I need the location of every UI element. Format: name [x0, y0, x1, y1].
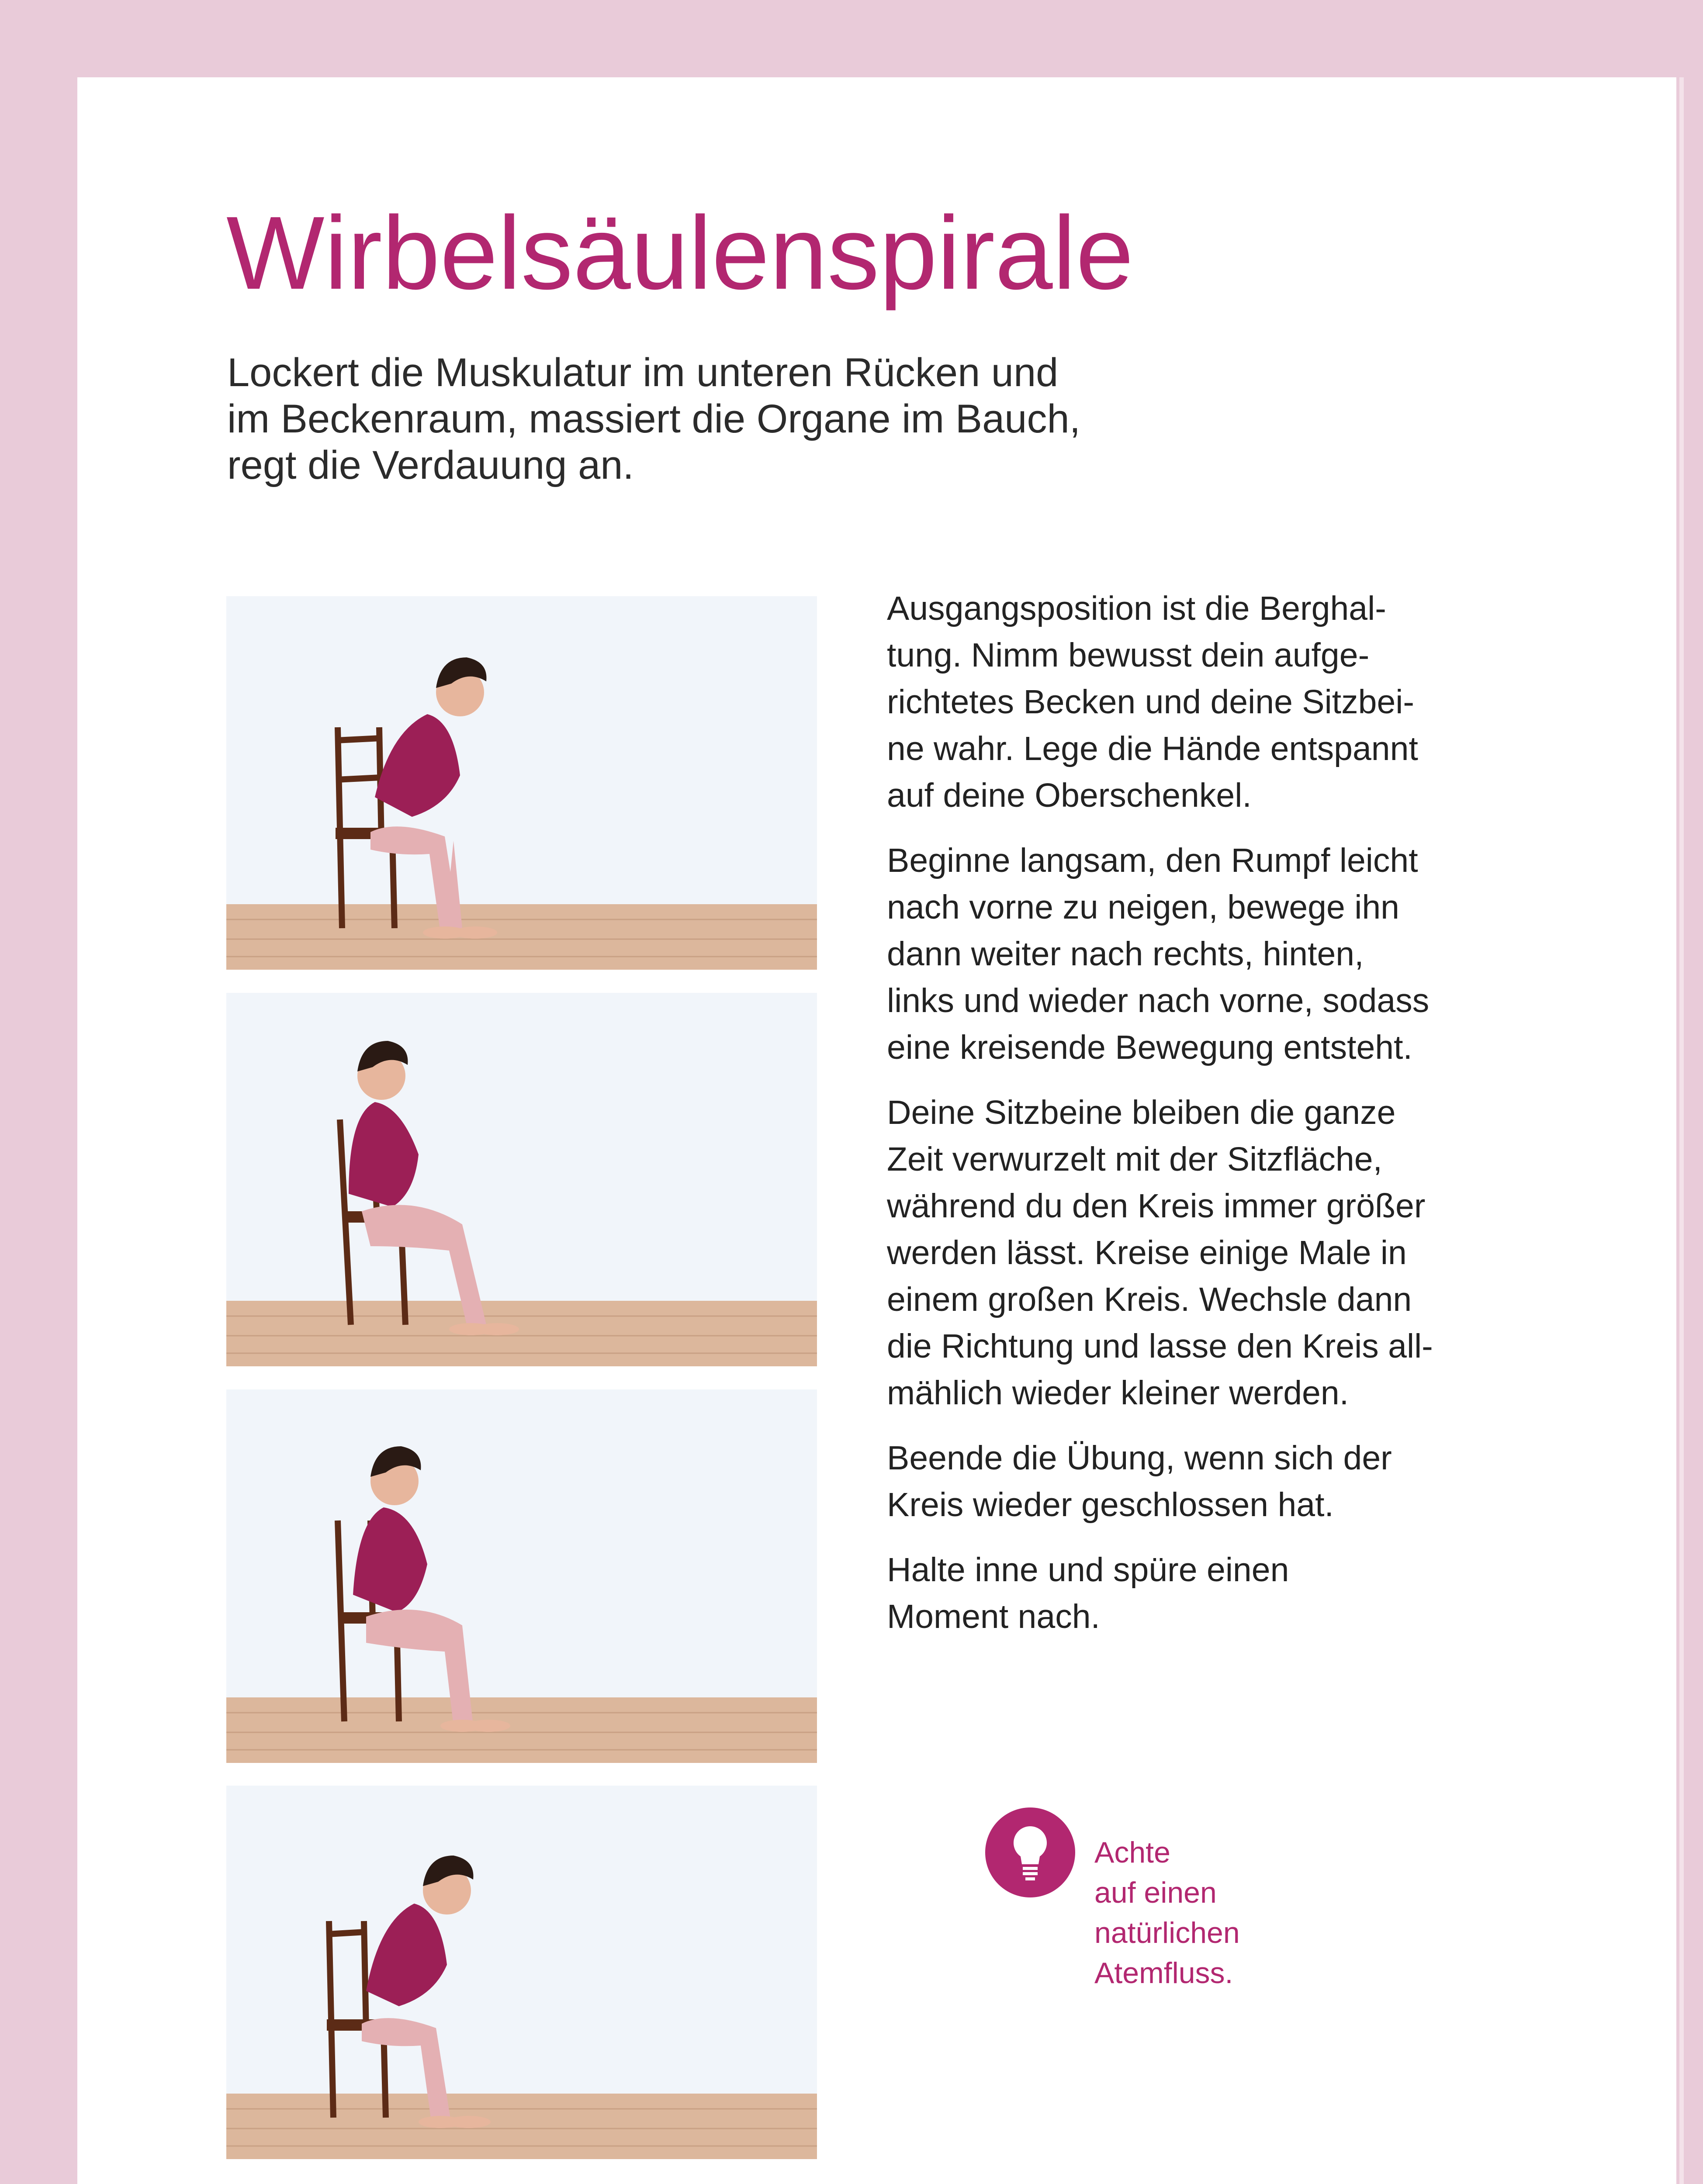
- intro-line: Lockert die Muskulatur im unteren Rücken und: [227, 350, 1059, 395]
- page-title: Wirbelsäulenspirale: [226, 195, 1134, 311]
- text-line: Moment nach.: [887, 1598, 1100, 1635]
- text-line: Deine Sitzbeine bleiben die ganze: [887, 1094, 1396, 1131]
- tip-line: Atemfluss.: [1094, 1956, 1233, 1990]
- instructions: [887, 585, 1499, 1659]
- tip-line: auf einen: [1094, 1876, 1217, 1909]
- text-line: Zeit verwurzelt mit der Sitzfläche,: [887, 1140, 1382, 1178]
- tip-line: Achte: [1094, 1836, 1170, 1869]
- text-line: Ausgangsposition ist die Berghal-: [887, 590, 1386, 627]
- instruction-paragraph: [887, 1435, 1499, 1528]
- text-line: Beginne langsam, den Rumpf leicht: [887, 842, 1418, 879]
- text-line: einem großen Kreis. Wechsle dann: [887, 1281, 1412, 1318]
- instruction-paragraph: [887, 585, 1499, 819]
- text-line: Kreis wieder geschlossen hat.: [887, 1486, 1334, 1524]
- text-line: auf deine Oberschenkel.: [887, 777, 1252, 814]
- text-line: ne wahr. Lege die Hände entspannt: [887, 730, 1418, 767]
- text-line: mählich wieder kleiner werden.: [887, 1374, 1349, 1412]
- exercise-photo-1: [226, 596, 817, 970]
- intro-text: [227, 349, 1254, 488]
- exercise-photo-4: [226, 1786, 817, 2159]
- text-line: Halte inne und spüre einen: [887, 1551, 1289, 1589]
- text-line: werden lässt. Kreise einige Male in: [887, 1234, 1407, 1272]
- intro-line: regt die Verdauung an.: [227, 443, 634, 487]
- text-line: während du den Kreis immer größer: [887, 1187, 1426, 1225]
- page-edge-rule: [1679, 77, 1684, 2184]
- intro-line: im Beckenraum, massiert die Organe im Bauch,: [227, 397, 1081, 441]
- text-line: die Richtung und lasse den Kreis all-: [887, 1327, 1433, 1365]
- instruction-paragraph: [887, 1089, 1499, 1417]
- text-line: eine kreisende Bewegung entsteht.: [887, 1029, 1412, 1066]
- text-line: tung. Nimm bewusst dein aufge-: [887, 636, 1370, 674]
- tip-line: natürlichen: [1094, 1916, 1240, 1949]
- tip-text: [1094, 1832, 1313, 1993]
- text-line: richtetes Becken und deine Sitzbei-: [887, 683, 1415, 721]
- text-line: Beende die Übung, wenn sich der: [887, 1439, 1392, 1477]
- exercise-photo-3: [226, 1389, 817, 1763]
- instruction-paragraph: [887, 837, 1499, 1071]
- text-line: nach vorne zu neigen, bewege ihn: [887, 888, 1399, 926]
- text-line: dann weiter nach rechts, hinten,: [887, 935, 1364, 973]
- instruction-paragraph: [887, 1547, 1499, 1640]
- text-line: links und wieder nach vorne, sodass: [887, 982, 1430, 1019]
- exercise-photo-2: [226, 993, 817, 1366]
- lightbulb-icon: [984, 1807, 1076, 1898]
